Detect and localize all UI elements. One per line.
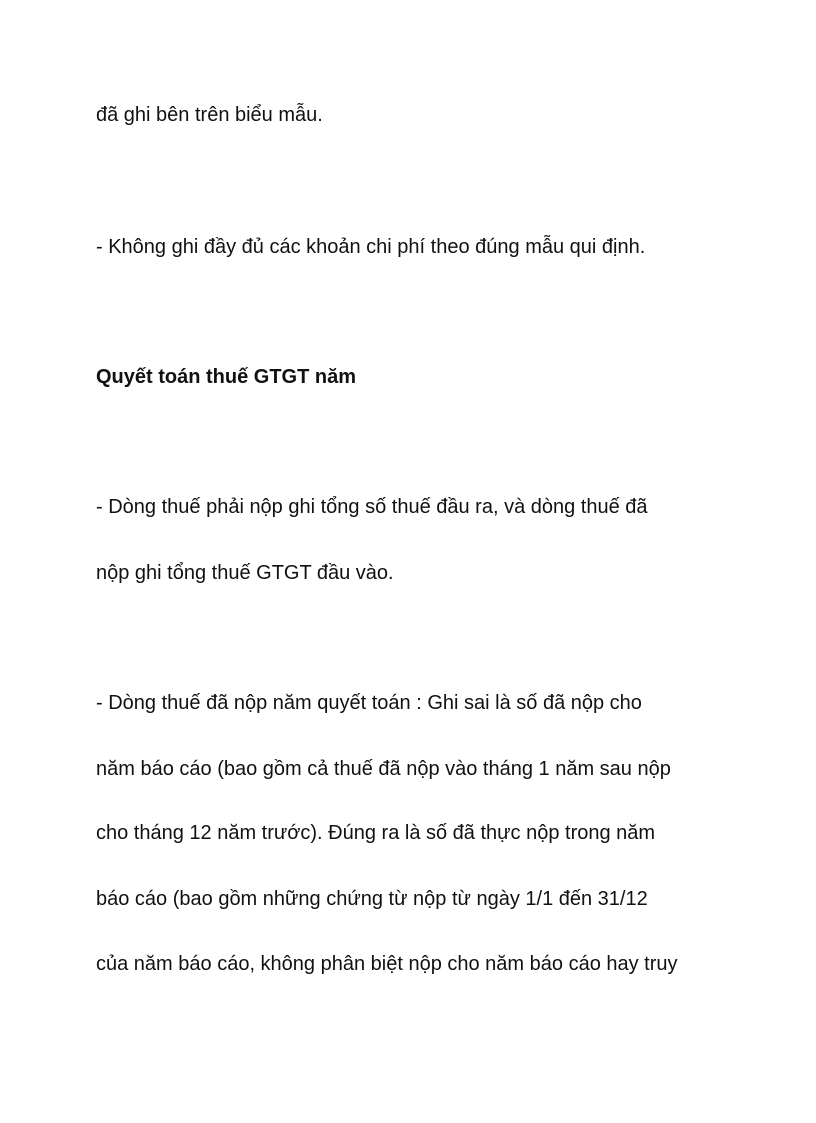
paragraph-line: của năm báo cáo, không phân biệt nộp cho năm báo cáo hay truy [96, 953, 678, 975]
paragraph-line: đã ghi bên trên biểu mẫu. [96, 104, 323, 126]
paragraph-line: năm báo cáo (bao gồm cả thuế đã nộp vào tháng 1 năm sau nộp [96, 758, 671, 780]
paragraph-line: - Không ghi đầy đủ các khoản chi phí theo đúng mẫu qui định. [96, 236, 646, 258]
paragraph-line: cho tháng 12 năm trước). Đúng ra là số đã thực nộp trong năm [96, 822, 656, 844]
paragraph-line: - Dòng thuế phải nộp ghi tổng số thuế đầu ra, và dòng thuế đã [96, 496, 648, 518]
paragraph-line: báo cáo (bao gồm những chứng từ nộp từ ngày 1/1 đến 31/12 [96, 888, 648, 910]
section-heading: Quyết toán thuế GTGT năm [96, 366, 357, 388]
paragraph-line: - Dòng thuế đã nộp năm quyết toán : Ghi sai là số đã nộp cho [96, 692, 642, 714]
paragraph-line: nộp ghi tổng thuế GTGT đầu vào. [96, 562, 394, 584]
